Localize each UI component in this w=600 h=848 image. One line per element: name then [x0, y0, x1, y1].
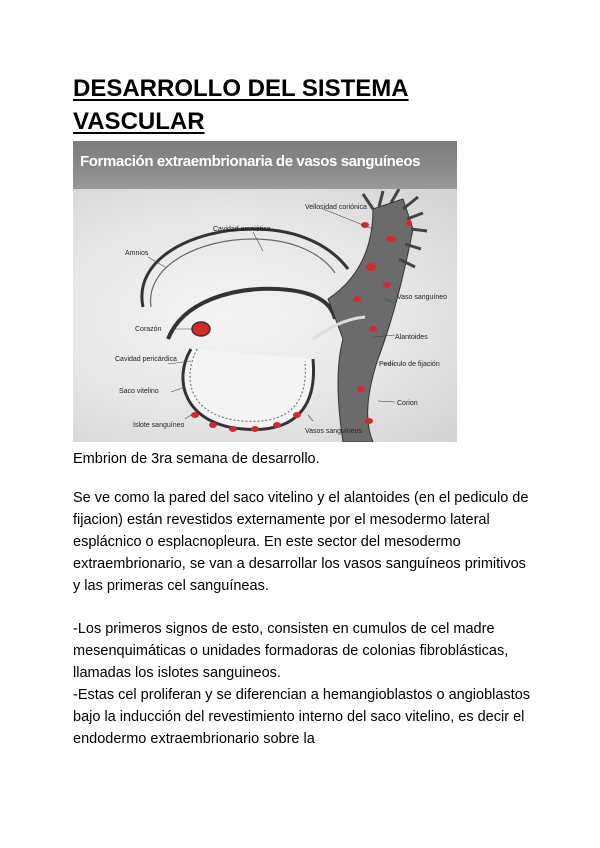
label-alantoides: Alantoides: [395, 334, 428, 341]
figure-header: [73, 141, 457, 189]
yolk-sac: [183, 349, 314, 430]
page-title: DESARROLLO DEL SISTEMA VASCULAR: [73, 75, 409, 135]
label-pediculo: Pedículo de fijación: [379, 361, 440, 368]
paragraph-2: -Los primeros signos de esto, consisten en cumulos de cel madre mesenquimáticas o unidades formadoras de colonias fibroblásticas, llamadas los islotes sanguineos.: [73, 621, 509, 681]
embryo-illustration: [73, 189, 457, 442]
embryo-diagram-figure: [73, 141, 457, 442]
figure-caption: Embrion de 3ra semana de desarrollo.: [73, 451, 320, 467]
amnion-membrane: [142, 229, 348, 307]
label-corion: Corion: [397, 400, 418, 407]
label-vasos-sanguineos: Vasos sanguíneos: [305, 428, 363, 435]
label-vaso-sanguineo: Vaso sanguíneo: [397, 294, 448, 301]
label-saco-vitelino: Saco vitelino: [119, 388, 159, 395]
diagram-illustration: [73, 189, 457, 442]
label-cavidad-pericardica: Cavidad pericárdica: [115, 356, 177, 363]
paragraph-1: Se ve como la pared del saco vitelino y el alantoides (en el pediculo de fijacion) están revestidos externamente por el mesodermo lateral esplácnico o esplacnopleura. En este sector del mesodermo extraembrionario, se van a desarrollar los vasos sanguíneos primitivos y las primeras cel sanguíneas.: [73, 490, 529, 594]
label-corazon: Corazón: [135, 326, 162, 333]
paragraph-3: -Estas cel proliferan y se diferencian a hemangioblastos o angioblastos bajo la inducción del revestimiento interno del saco vitelino, es decir el endodermo extraembrionario sobre la: [73, 687, 531, 747]
label-islote: Islote sanguíneo: [133, 422, 185, 429]
heart-mark: [192, 322, 210, 336]
label-cavidad-amniotica: Cavidad amniótica: [213, 226, 271, 233]
figure-title: Formación extraembrionaria de vasos sanguíneos: [80, 153, 421, 170]
label-amnios: Amnios: [125, 250, 149, 257]
label-vellosidad: Vellosidad coriónica: [305, 204, 367, 211]
